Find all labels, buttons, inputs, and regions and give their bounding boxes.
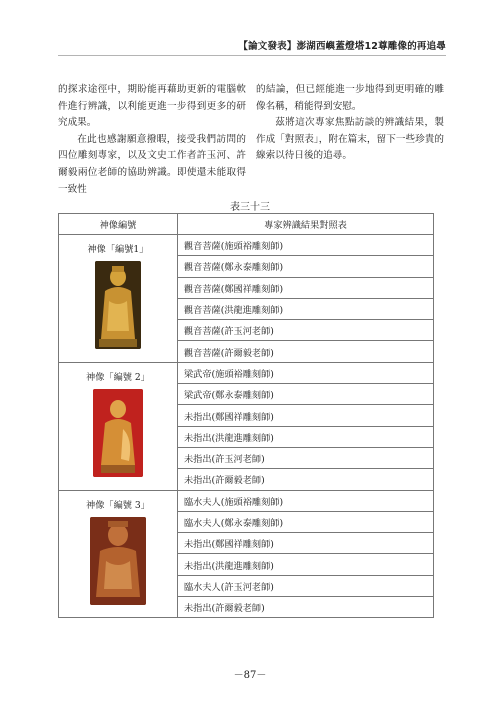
right-text-column [256, 82, 444, 165]
result-cell: 未指出(鄭國祥雕刻師) [178, 533, 434, 554]
column-header-statue-number: 神像編號 [59, 214, 178, 235]
table-caption: 表三十三 [230, 202, 270, 213]
column-header-results: 專家辨識結果對照表 [178, 214, 434, 235]
table-row [59, 362, 434, 383]
result-cell: 臨水夫人(許玉河老師) [178, 575, 434, 596]
running-header: 【論文發表】澎湖西嶼蓋燈塔12尊雕像的再追尋 [238, 41, 446, 52]
paragraph: 的探求途徑中，期盼能再藉助更新的電腦軟件進行辨識，以利能更進一步得到更多的研究成果。 [58, 84, 246, 129]
result-cell: 觀音菩薩(洪龍進雕刻師) [178, 298, 434, 319]
result-cell: 臨水夫人(鄭永泰雕刻師) [178, 511, 434, 532]
statue-label: 神像「編號1」 [87, 244, 149, 255]
table-header-row [59, 214, 434, 235]
result-cell: 觀音菩薩(施頭裕雕刻師) [178, 235, 434, 256]
table-row [59, 490, 434, 511]
expert-comparison-table [58, 213, 434, 618]
result-cell: 未指出(洪龍進雕刻師) [178, 426, 434, 447]
result-cell: 觀音菩薩(鄭國祥雕刻師) [178, 277, 434, 298]
result-cell: 觀音菩薩(許爾毅老師) [178, 341, 434, 362]
result-cell: 梁武帝(鄭永泰雕刻師) [178, 384, 434, 405]
statue-cell-1 [59, 235, 178, 363]
result-cell: 觀音菩薩(鄭永泰雕刻師) [178, 256, 434, 277]
result-cell: 未指出(鄭國祥雕刻師) [178, 405, 434, 426]
gold-bodhisattva-statue-icon [95, 261, 141, 349]
wooden-goddess-statue-icon [90, 517, 146, 605]
statue-label: 神像「編號 2」 [86, 371, 150, 383]
header-divider [58, 55, 446, 56]
result-cell: 觀音菩薩(許玉河老師) [178, 320, 434, 341]
paragraph: 茲將這次專家焦點訪談的辨識結果，製作成「對照表」，附在篇末，留下一些珍貴的線索以待日後的追尋。 [256, 117, 444, 162]
page-number: －87－ [233, 670, 267, 681]
left-text-column [58, 82, 246, 198]
paragraph: 在此也感謝願意撥暇，接受我們訪問的四位雕刻專家，以及文史工作者許玉河、許爾毅兩位老師的協助辨識。即使還未能取得一致性 [58, 133, 246, 195]
statue-cell-3 [59, 490, 178, 618]
result-cell: 未指出(許玉河老師) [178, 447, 434, 468]
result-cell: 梁武帝(施頭裕雕刻師) [178, 362, 434, 383]
result-cell: 未指出(洪龍進雕刻師) [178, 554, 434, 575]
result-cell: 未指出(許爾毅老師) [178, 469, 434, 490]
statue-label: 神像「編號 3」 [86, 499, 150, 511]
table-row [59, 235, 434, 256]
gold-emperor-statue-icon [93, 389, 143, 477]
result-cell: 未指出(許爾毅老師) [178, 597, 434, 618]
paragraph: 的結論，但已經能進一步地得到更明確的雕像名稱，稍能得到安慰。 [256, 84, 444, 112]
result-cell: 臨水夫人(施頭裕雕刻師) [178, 490, 434, 511]
statue-cell-2 [59, 362, 178, 490]
